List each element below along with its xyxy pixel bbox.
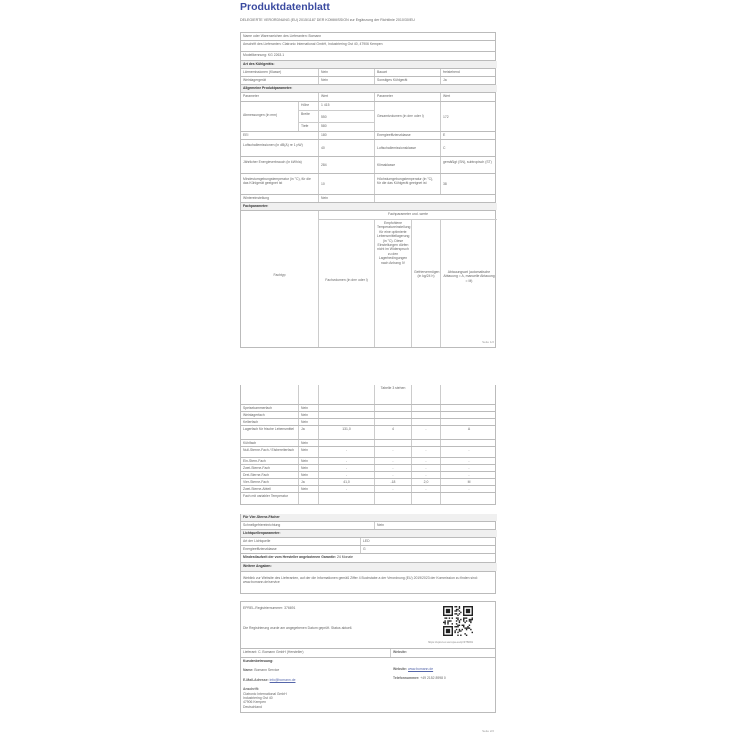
warranty-row	[240, 554, 496, 563]
light-class-row: Energieeffizienzklasse G	[240, 546, 496, 554]
compartment-cell: Nein	[299, 458, 319, 464]
compartment-cell: 41,0	[319, 479, 375, 485]
page-number: Seite 1/2	[482, 340, 494, 344]
compartment-cell: Nein	[299, 419, 319, 425]
compartment-cell	[441, 493, 497, 504]
compartment-cell: Nein	[299, 465, 319, 471]
email-link[interactable]: info@bomann.de	[269, 677, 296, 682]
address-line-4: Deutschland	[243, 704, 262, 709]
compartment-row	[240, 426, 496, 440]
page-number: Seite 2/2	[482, 729, 494, 733]
eprel-block	[240, 601, 496, 649]
eei-row: EEI 180 Energieeffizienzklasse E	[240, 132, 496, 140]
compartment-cell: -	[468, 466, 470, 470]
compartment-cell: -	[319, 472, 375, 478]
supplier-row	[240, 649, 496, 658]
address-label: Anschrift:	[243, 687, 260, 692]
compartment-cell: -	[375, 486, 412, 492]
compartment-row	[240, 493, 496, 505]
compartment-cell	[412, 440, 441, 446]
phone-label: Telefonnummer:	[393, 676, 420, 681]
web-link[interactable]: www.bomann.de	[408, 667, 434, 671]
compartment-cell: Drei-Sterne-Fach	[241, 472, 299, 478]
customer-service-header: Kundenbetreuung:	[243, 659, 274, 663]
compartment-type-label: Fachtyp	[241, 211, 319, 347]
params-header-row: Parameter Wert Parameter Wert	[240, 93, 496, 102]
manufacturer-value: Bomann	[308, 34, 322, 38]
qr-caption[interactable]: https://eprel.ec.europa.eu/qr/376691	[428, 640, 474, 644]
compartment-row	[240, 472, 496, 479]
supplier-value: C. Bomann GmbH (Hersteller)	[258, 650, 304, 654]
compartment-cell: Zwei-Sterne-Abteil	[241, 486, 299, 492]
compartment-cell: -	[412, 465, 441, 471]
compartment-cell	[375, 440, 412, 446]
eprel-value: 376691	[284, 606, 296, 610]
customer-service-block	[240, 658, 496, 713]
device-row-2: Weinlagergerät Nein Sonstiges Kühlgerät Ja	[240, 77, 496, 85]
compartment-cell: -	[468, 448, 470, 452]
compartment-cell: Kühlfach	[241, 440, 299, 446]
compartment-row	[240, 440, 496, 447]
compartment-cell	[375, 419, 412, 425]
eprel-label: EPREL-Registriernummer:	[243, 606, 284, 610]
compartment-row	[240, 458, 496, 465]
name-value: Bomann Service	[254, 668, 280, 673]
continued-header-row: Tabelle 3 stehen	[240, 385, 496, 405]
compartment-cell: Null-Sterne-Fach / Eisbereiterfach	[241, 447, 299, 457]
compartment-cell: Ja	[299, 479, 319, 485]
compartment-cell	[319, 405, 375, 411]
compartment-cell: -	[319, 486, 375, 492]
fast-freeze-row: Schnellgefriereinrichtung Nein	[240, 522, 496, 530]
website-label: Website:	[393, 650, 408, 654]
compartment-cell: -	[319, 447, 375, 457]
compartment-cell: Nein	[299, 405, 319, 411]
compartment-cell: -	[412, 426, 441, 439]
compartment-cell: Zwei-Sterne-Fach	[241, 465, 299, 471]
extra-info-row	[240, 572, 496, 594]
manufacturer-label: Name oder Warenzeichen des Lieferanten:	[243, 34, 308, 38]
compartment-cell: Nein	[299, 486, 319, 492]
extra-section-header: Weitere Angaben:	[240, 563, 496, 572]
compartment-cell: -	[412, 486, 441, 492]
address-line-3: 47906 Kempen	[243, 700, 266, 705]
dimensions-row: Abmessungen (in mm) Höhe Breite Tiefe 1 415 550 580 Gesamtvolumen (in dm³ oder l) 172	[240, 102, 496, 132]
compartment-cell: Fach mit variabler Temperatur	[241, 493, 299, 504]
compartment-cell: -	[375, 472, 412, 478]
compartment-row	[240, 419, 496, 426]
compartment-cell	[319, 412, 375, 418]
compartment-cell: -	[375, 447, 412, 457]
compartment-cell: -	[412, 472, 441, 478]
model-value: KG 2263.1	[267, 53, 285, 57]
name-label: Name:	[243, 668, 254, 673]
compartment-row	[240, 405, 496, 412]
compartment-cell	[412, 493, 441, 504]
model-label: Modellkennung:	[243, 53, 267, 57]
compartment-cell: 131,0	[319, 426, 375, 439]
winter-row: Wintereinstellung Nein	[240, 195, 496, 203]
compartment-cell	[441, 412, 497, 418]
compartment-cell: Weinlagerfach	[241, 412, 299, 418]
page-title: Produktdatenblatt	[240, 1, 330, 13]
compartment-cell: Ein-Stern-Fach	[241, 458, 299, 464]
compartment-cell: Nein	[299, 440, 319, 446]
compartment-header-row: Fachtyp Fachparameter und -werte Fachvolumen (in dm³ oder l) Empfohlene Temperatureinstellung für eine optimierte Lebensmittellagerung (in °C). Diese Einstellungen dürfen nicht im Widerspruch zu den Lagerbedingungen nach Anhang IV Gefriervermögen (in kg/24 h) Abtauungsart (automatische Abtauung = A, manuelle Abtauung = M)	[240, 211, 496, 348]
compartment-row	[240, 447, 496, 458]
address-line-1: Clatronic International GmbH	[243, 691, 287, 696]
address-line-2: Industriering Ost 40	[243, 696, 273, 701]
warranty-value: 24 Monate	[337, 555, 354, 559]
compartment-cell: Nein	[299, 472, 319, 478]
phone-value: +49 2152 8998 0	[420, 676, 446, 681]
compartment-cell	[412, 419, 441, 425]
params-section-header: Allgemeine Produktparameter:	[240, 85, 496, 93]
compartment-cell: -	[468, 473, 470, 477]
supplier-label: Anschrift des Lieferanten:	[243, 42, 282, 46]
supplier-row	[240, 41, 496, 52]
compartment-row	[240, 479, 496, 486]
temperature-row: Mindestumgebungstemperatur (in °C), für die das Kühlgerät geeignet ist 10 Höchstumgebungstemperatur (in °C), für die das Kühlgerät geeignet ist 38	[240, 174, 496, 195]
compartment-cell: 4	[375, 426, 412, 439]
compartment-cell	[441, 405, 497, 411]
device-row-1: Lärmemissionen (Klasse) Nein Bauart freistehend	[240, 69, 496, 77]
extra-info-text: Weblink zur Website des Lieferanten, auf der die Informationen gemäß Ziffer 4 Buchstabe a der Verordnung (EU) 2019/2023 der Kommission zu finden sind: www.bomann.de/service	[243, 576, 478, 585]
compartment-cell	[412, 405, 441, 411]
compartment-cell: -	[412, 458, 441, 464]
compartment-cell: Kellerfach	[241, 419, 299, 425]
compartment-cell: Speisekammerfach	[241, 405, 299, 411]
compartment-cell: -	[468, 459, 470, 463]
compartment-cell: Nein	[299, 412, 319, 418]
light-type-row: Art der Lichtquelle LED	[240, 538, 496, 546]
compartment-cell	[299, 493, 319, 504]
compartment-section-header: Fachparameter:	[240, 203, 496, 211]
compartment-cell	[412, 412, 441, 418]
compartment-cell	[441, 440, 497, 446]
compartment-cell: -	[468, 487, 470, 491]
compartment-row	[240, 412, 496, 419]
compartment-cell	[375, 405, 412, 411]
model-row	[240, 52, 496, 61]
supplier-value: Clatronic International GmbH, Industriering Ost 40, 47906 Kempen	[282, 42, 383, 46]
email-label: E-Mail-Adresse:	[243, 677, 269, 682]
noise-row: Luftschallemissionen (in dB(A) re 1 pW) 40 Luftschallemissionsklasse C	[240, 140, 496, 157]
warranty-label: Mindestlaufzeit der vom Hersteller angebotenen Garantie:	[243, 555, 337, 559]
page-subtitle: DELEGIERTE VERORDNUNG (EU) 2015/1187 DER KOMMISSION zur Ergänzung der Richtlinie 2010/30/EU	[240, 18, 415, 22]
datasheet-page-2	[240, 381, 496, 736]
compartment-cell	[375, 493, 412, 504]
compartment-cell: -	[412, 447, 441, 457]
compartment-cell: Lagerfach für frische Lebensmittel	[241, 426, 299, 439]
supplier-label: Lieferant:	[243, 650, 258, 654]
compartment-cell	[441, 419, 497, 425]
compartment-row	[240, 465, 496, 472]
device-section-header: Art des Kühlgeräts:	[240, 61, 496, 69]
compartment-cell	[375, 412, 412, 418]
compartment-cell: M	[467, 480, 471, 484]
compartment-cell: A	[467, 427, 471, 431]
qr-code[interactable]	[443, 606, 473, 636]
four-star-section-header: Für Vier-Sterne-Fächer	[240, 514, 496, 522]
compartment-cell: -	[375, 458, 412, 464]
compartment-cell	[319, 419, 375, 425]
compartment-cell: -18	[375, 479, 412, 485]
compartment-row	[240, 486, 496, 493]
manufacturer-row	[240, 32, 496, 41]
datasheet-page-1	[240, 0, 496, 348]
compartment-cell: Ja	[299, 426, 319, 439]
compartment-cell	[319, 440, 375, 446]
compartment-cell: Nein	[299, 447, 319, 457]
compartment-cell: -	[319, 458, 375, 464]
eprel-note: Die Registrierung wurde am angegebenen Datum geprüft. Status aktuell.	[243, 626, 353, 631]
energy-row: Jährlicher Energieverbrauch (in kWh/a) 284 Klimaklasse gemäßigt (SN), subtropisch (ST)	[240, 157, 496, 174]
compartment-cell: Vier-Sterne-Fach	[241, 479, 299, 485]
light-section-header: Lichtquellenparameter:	[240, 530, 496, 538]
compartment-cell: -	[375, 465, 412, 471]
web-label: Website:	[393, 667, 408, 671]
compartment-cell: 2,0	[412, 479, 441, 485]
compartment-cell	[319, 493, 375, 504]
dimensions-label: Abmessungen (in mm)	[241, 102, 299, 131]
compartment-cell: -	[319, 465, 375, 471]
